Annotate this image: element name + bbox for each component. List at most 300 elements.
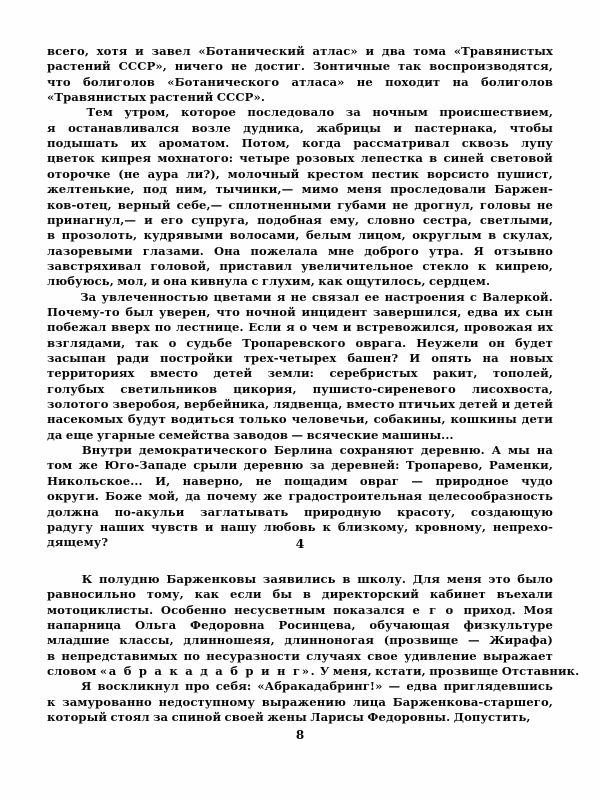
word: мохнатого: xyxy=(157,151,234,166)
word: и xyxy=(342,320,352,335)
word: угарные xyxy=(96,427,156,442)
word: принагнул,— xyxy=(47,212,137,227)
word: ракит, xyxy=(433,366,478,381)
word: чтобы xyxy=(509,120,553,135)
text-line xyxy=(47,228,553,243)
word: детей xyxy=(459,397,498,412)
word: супруга, xyxy=(191,212,250,227)
word: мы xyxy=(508,443,530,458)
word: в xyxy=(47,648,56,663)
word: я xyxy=(276,289,286,304)
word: градостроительная xyxy=(288,489,423,504)
word: показался xyxy=(333,602,405,617)
word: заглатывать xyxy=(200,504,289,519)
word: заявились xyxy=(262,572,336,586)
word: что xyxy=(47,74,71,89)
word: цветами xyxy=(213,289,272,304)
word: возле xyxy=(191,120,231,135)
word: настроения xyxy=(384,289,465,304)
word: — xyxy=(291,427,304,442)
word: А xyxy=(491,443,502,458)
word: стекло xyxy=(422,258,469,273)
word: несусветным xyxy=(234,602,326,617)
word: его xyxy=(160,212,184,227)
word: К xyxy=(81,572,93,586)
text-line xyxy=(47,664,580,679)
word: лестнице. xyxy=(175,320,244,335)
word: овраг xyxy=(359,473,399,488)
word: ночным xyxy=(372,105,428,120)
text-line xyxy=(47,520,553,535)
word: не xyxy=(392,197,409,212)
word: У xyxy=(319,664,330,679)
word: Моя xyxy=(523,602,553,617)
word: кипрея xyxy=(101,151,152,166)
word: пастернака, xyxy=(414,120,498,135)
word: создающую xyxy=(470,504,553,519)
word: меня xyxy=(446,572,482,586)
word: провожая xyxy=(463,320,533,335)
word: обучающая xyxy=(369,618,450,633)
word: судьбе xyxy=(186,335,233,350)
word: атласа» xyxy=(291,74,345,89)
word: волосами, xyxy=(229,228,300,243)
word: будет xyxy=(514,335,553,350)
word: едва xyxy=(406,679,438,694)
text-line xyxy=(47,213,553,228)
word: что xyxy=(216,304,240,319)
word: насекомых xyxy=(47,412,124,427)
word: как xyxy=(194,587,220,602)
word: Для xyxy=(412,572,441,586)
word: За xyxy=(80,289,97,304)
word: зверобоя, xyxy=(112,397,181,412)
text-line xyxy=(47,397,553,412)
word: да xyxy=(47,427,63,442)
word: замурованно xyxy=(62,694,152,709)
word: Тропарево, xyxy=(405,458,483,473)
word: их xyxy=(130,136,147,151)
word: розовых xyxy=(296,151,355,166)
word: тычинки,— xyxy=(215,182,294,197)
word: подышать xyxy=(47,136,119,151)
word: целесообразность xyxy=(428,489,553,504)
word: Внутри xyxy=(81,443,133,458)
word: который xyxy=(47,710,108,725)
word: белым xyxy=(305,228,352,243)
word: Росинцева, xyxy=(278,618,356,633)
word: побежал xyxy=(47,320,107,335)
text-line xyxy=(47,105,553,120)
word: директорский xyxy=(321,587,419,602)
word: случаях xyxy=(306,648,361,663)
word: серебристых xyxy=(329,366,418,381)
word: срыли xyxy=(193,458,238,473)
word: ничего xyxy=(174,59,224,74)
text-line xyxy=(47,290,553,305)
word: «Травянистых xyxy=(453,44,553,58)
word: свое xyxy=(367,648,398,663)
word: я xyxy=(47,120,56,135)
word: прозолоть, xyxy=(61,228,138,243)
word: демократического xyxy=(138,443,268,458)
word: завстряхивал xyxy=(47,258,142,273)
word: детей xyxy=(213,366,253,381)
word: и xyxy=(393,120,403,135)
word: почему xyxy=(206,489,257,504)
word: деревню. xyxy=(420,443,485,458)
word: Федоровны. xyxy=(367,710,451,725)
word: под xyxy=(142,182,168,197)
word: не xyxy=(536,197,553,212)
word: «Ботанический xyxy=(198,44,305,58)
word: семейства xyxy=(158,427,230,442)
word: скулах, xyxy=(502,228,553,243)
word: за xyxy=(345,105,361,120)
word: атлас» xyxy=(312,44,358,58)
word: сохраняют xyxy=(339,443,415,458)
word: «Травянистых xyxy=(47,90,147,105)
word: оторочке xyxy=(47,166,111,181)
word: проследовали xyxy=(390,182,486,197)
text-line xyxy=(47,90,553,105)
text-line xyxy=(47,244,553,259)
word: — xyxy=(388,679,401,694)
word: Баржен- xyxy=(494,182,553,197)
text-line xyxy=(47,618,553,633)
word: не xyxy=(255,473,272,488)
word: я xyxy=(286,320,295,335)
word: приход. xyxy=(463,602,516,617)
word: Юго-Западе xyxy=(104,458,187,473)
text-line xyxy=(47,59,553,74)
text-line xyxy=(47,710,553,725)
word: ему, xyxy=(329,212,360,227)
page-number: 8 xyxy=(295,728,305,742)
word: том xyxy=(47,458,73,473)
word: светильников xyxy=(120,381,218,396)
word: только xyxy=(239,412,287,427)
word: Допустить, xyxy=(453,710,531,725)
word: лица xyxy=(352,694,387,709)
word: равносильно xyxy=(47,587,136,602)
word: прозвище xyxy=(429,664,499,679)
word: же xyxy=(78,458,98,473)
word: засыпан xyxy=(47,351,106,365)
word: собакины, xyxy=(373,412,446,427)
word: И, xyxy=(155,473,171,488)
word: — xyxy=(411,473,424,488)
word: лицом, xyxy=(357,228,406,243)
word: Барженкова-старшего, xyxy=(392,694,553,709)
word: сквозь xyxy=(461,136,509,151)
word: золотого xyxy=(47,397,109,412)
word: вербейника, xyxy=(183,397,270,412)
word: заводов xyxy=(233,427,289,442)
word: в xyxy=(429,151,438,166)
word: это xyxy=(488,572,511,586)
word: два xyxy=(381,44,406,58)
word: Если xyxy=(248,320,282,335)
word: болиголов xyxy=(481,74,553,89)
text-line xyxy=(47,151,553,166)
word: лупу xyxy=(521,136,553,151)
text-line xyxy=(47,366,553,381)
word: воспроизводятся, xyxy=(429,59,553,74)
word: он xyxy=(488,335,505,350)
word: любовь xyxy=(263,519,316,534)
word: лядвенца, xyxy=(273,397,343,412)
word: кабинет xyxy=(429,587,486,602)
word: вверх xyxy=(111,320,151,335)
word: новых xyxy=(509,351,553,365)
word: доброго xyxy=(364,243,419,258)
word: Федоровна xyxy=(190,618,265,633)
word: ли?), xyxy=(186,166,220,181)
word: на xyxy=(536,443,553,458)
word: Потом, xyxy=(241,136,290,151)
word: въехали xyxy=(496,587,553,602)
word: утром, xyxy=(124,105,170,120)
word: округлым xyxy=(412,228,482,243)
word: сын xyxy=(525,304,553,319)
text-line xyxy=(47,336,553,351)
text-line xyxy=(47,167,553,182)
word: опять xyxy=(431,351,472,365)
word: земли: xyxy=(267,366,315,381)
text-line xyxy=(47,305,553,320)
word: Берлина xyxy=(273,443,333,458)
word: не xyxy=(290,289,307,304)
word: воскликнул xyxy=(97,679,179,694)
word: Отставник. xyxy=(501,664,580,679)
word: про xyxy=(185,679,210,694)
word: всего, xyxy=(47,44,89,58)
word: тома xyxy=(413,44,447,58)
word: верный xyxy=(117,197,171,212)
word: «Ботанического xyxy=(167,74,280,89)
word: да xyxy=(185,489,201,504)
word: едва xyxy=(467,304,499,319)
text-line xyxy=(47,259,553,274)
word: Жирафа) xyxy=(489,633,553,648)
word: человечьи, xyxy=(291,412,369,427)
word: словно xyxy=(367,212,415,227)
word: и xyxy=(204,519,214,534)
word: Я xyxy=(81,679,92,694)
text-line xyxy=(47,428,553,443)
text-line xyxy=(47,474,553,489)
word: завел xyxy=(151,44,191,58)
word: детей xyxy=(514,397,553,412)
word: ков-отец, xyxy=(47,197,112,212)
word: пожелала xyxy=(250,243,318,258)
word: мимо xyxy=(301,182,339,197)
word: если xyxy=(230,587,262,602)
text-line xyxy=(47,274,553,289)
word: взглядами, xyxy=(47,335,126,350)
word: глазами. xyxy=(142,243,204,258)
word: башен? xyxy=(347,351,399,365)
word: чувств xyxy=(151,519,198,534)
word: дудника, xyxy=(243,120,304,135)
word: себя: xyxy=(215,679,252,694)
text-line xyxy=(47,44,553,59)
word: на xyxy=(452,74,469,89)
word: Никольское... xyxy=(47,473,143,488)
word: губами xyxy=(337,197,387,212)
word: сердцем. xyxy=(429,274,491,289)
section-number: 4 xyxy=(295,536,305,551)
word: ради xyxy=(116,351,150,365)
word: мой, xyxy=(148,489,180,504)
word: кудрявыми xyxy=(143,228,224,243)
word: территориях xyxy=(47,366,135,381)
word: достиг. xyxy=(254,59,306,74)
word: болиголов xyxy=(83,74,155,89)
word: к xyxy=(322,519,331,534)
word: Она xyxy=(213,243,241,258)
word: так xyxy=(398,59,422,74)
word: походит xyxy=(385,74,441,89)
word: ее xyxy=(364,289,380,304)
word: ночной xyxy=(245,304,296,319)
word: длинноногая xyxy=(284,633,375,648)
word: полудню xyxy=(99,572,160,586)
word: с xyxy=(469,289,478,304)
word: она xyxy=(163,274,188,289)
text-line xyxy=(47,679,553,694)
text-line xyxy=(47,412,553,427)
word: на xyxy=(482,351,499,365)
word: о xyxy=(168,335,177,350)
word: головы xyxy=(479,197,531,212)
word: деревней: xyxy=(331,458,400,473)
word: физкультуре xyxy=(463,618,553,633)
word: радугу xyxy=(47,519,93,534)
word: тому, xyxy=(146,587,184,602)
word: будут xyxy=(127,412,166,427)
word: приглядевшись xyxy=(443,679,553,694)
word: четыре xyxy=(239,151,291,166)
word: их xyxy=(537,320,553,335)
word: которое xyxy=(180,105,236,120)
word: синей xyxy=(443,151,485,166)
word: близкому, xyxy=(337,519,409,534)
word: недоступному xyxy=(158,694,255,709)
word: непрехо- xyxy=(492,519,553,534)
word: лазоревыми xyxy=(47,243,133,258)
word: же xyxy=(263,489,283,504)
word: кошкины xyxy=(450,412,517,427)
word: спиной xyxy=(171,710,222,725)
word: хотя xyxy=(96,44,128,58)
word: по-акульи xyxy=(114,504,185,519)
word: словом xyxy=(47,664,97,679)
word: растений xyxy=(149,90,214,105)
word: Ларисы xyxy=(310,710,364,725)
word: увеличительное xyxy=(301,258,414,273)
word: лисохвоста, xyxy=(471,381,553,396)
text-line xyxy=(47,198,553,213)
word: желтенькие, xyxy=(47,182,135,197)
text-line xyxy=(47,121,553,136)
word: водиться xyxy=(170,412,235,427)
word: вместо xyxy=(149,366,199,381)
word: Почему-то xyxy=(47,304,120,319)
word: инцидент xyxy=(301,304,368,319)
word: связал xyxy=(311,289,360,304)
word: красоту, xyxy=(397,504,456,519)
word: ощутилось, xyxy=(346,274,426,289)
word: о xyxy=(299,320,308,335)
word: СССР». xyxy=(216,90,265,105)
word: глухим, xyxy=(261,274,315,289)
word: «Абракадабринг!» xyxy=(257,679,383,694)
word: происшествием, xyxy=(439,105,553,120)
word: отзывно xyxy=(494,243,553,258)
word: кровному, xyxy=(415,519,487,534)
word: меня, xyxy=(332,664,372,679)
word: голубых xyxy=(47,381,105,396)
word: утра. xyxy=(428,243,464,258)
word: светлыми, xyxy=(479,212,553,227)
word: по xyxy=(154,320,172,335)
word: лепестка xyxy=(360,151,423,166)
word: — xyxy=(468,633,480,648)
word: когда xyxy=(302,136,342,151)
text-line xyxy=(47,603,553,618)
word: не xyxy=(231,59,248,74)
word: за xyxy=(153,710,169,725)
word: к xyxy=(47,694,56,709)
word: вместо xyxy=(346,397,395,412)
word: еще xyxy=(65,427,94,442)
word: Неужели xyxy=(416,335,479,350)
word: природное xyxy=(435,473,509,488)
word: Раменки, xyxy=(489,458,553,473)
word: бы xyxy=(272,587,293,602)
word: всяческие xyxy=(306,427,379,442)
word: за xyxy=(309,458,325,473)
text-line xyxy=(47,489,553,504)
word: стоял xyxy=(110,710,150,725)
word: жабрицы xyxy=(316,120,381,135)
word: классы, xyxy=(119,633,174,648)
word: Тем xyxy=(86,105,113,120)
word: в xyxy=(342,572,351,586)
word: Я xyxy=(473,243,484,258)
word: оврага. xyxy=(355,335,407,350)
word: пестик xyxy=(371,166,420,181)
word: приставил xyxy=(219,258,293,273)
word: выражению xyxy=(261,694,347,709)
word: наверно, xyxy=(182,473,244,488)
word: в xyxy=(488,228,497,243)
text-line xyxy=(47,587,553,602)
word: непредставимых xyxy=(61,648,178,663)
word: ворсисто xyxy=(426,166,490,181)
word: напарница xyxy=(47,618,122,633)
word: встревожился, xyxy=(356,320,460,335)
word: чудо xyxy=(521,473,553,488)
word: Барженковы xyxy=(166,572,257,586)
word: уверен, xyxy=(158,304,211,319)
word: молочный xyxy=(227,166,300,181)
word: (не xyxy=(118,166,140,181)
text-line xyxy=(47,458,553,473)
word: сестра, xyxy=(422,212,472,227)
